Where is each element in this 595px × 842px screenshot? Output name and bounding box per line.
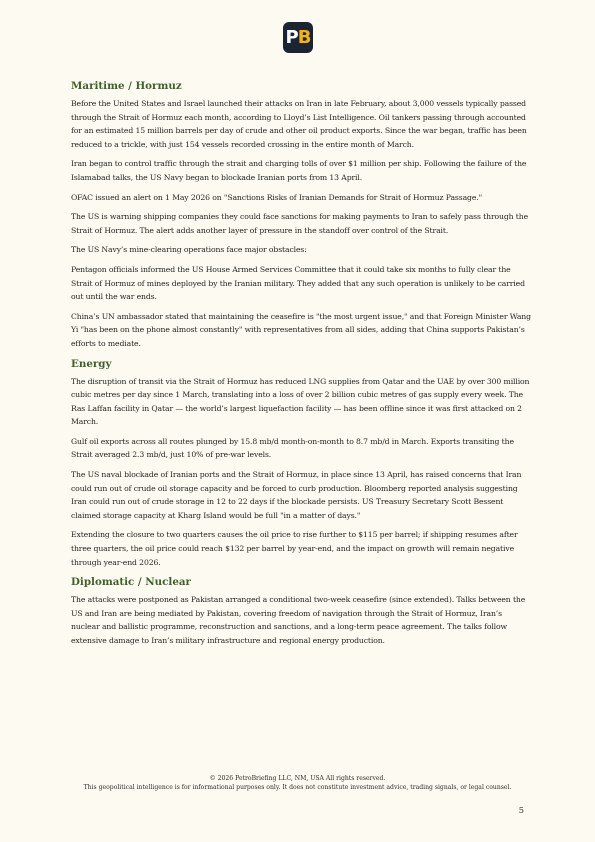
section-energy (71, 357, 531, 570)
paragraph: Before the United States and Israel launched their attacks on Iran in late February, about 3,000 vessels typically passed through the Strait of Hormuz each month, according to Lloyd’s List Intelligence. Oil tankers passing through accounted for an estimated 15 million barrels per day of crude and other oil product exports. Since the war began, traffic has been reduced to a trickle, with just 154 vessels recorded crossing in the entire month of March. (71, 99, 527, 149)
copyright-notice: © 2026 PetroBriefing LLC, NM, USA All rights reserved. (209, 775, 386, 782)
section-diplomatic-nuclear (71, 575, 531, 647)
section-maritime-hormuz (71, 79, 531, 351)
paragraph: The US Navy’s mine-clearing operations face major obstacles: (71, 245, 307, 255)
logo-letter-p: P (285, 26, 298, 48)
section-heading: Energy (71, 357, 112, 370)
logo-letter-b: B (297, 26, 311, 48)
paragraph: OFAC issued an alert on 1 May 2026 on "Sanctions Risks of Iranian Demands for Strait of Hormuz Passage." (71, 192, 483, 202)
disclaimer-text: This geopolitical intelligence is for informational purposes only. It does not constitute investment advice, trading signals, or legal counsel. (83, 783, 512, 791)
page-footer (60, 775, 535, 792)
page-number: 5 (518, 805, 524, 815)
paragraph: China’s UN ambassador stated that maintaining the ceasefire is "the most urgent issue," and that Foreign Minister Wang Yi "has been on the phone almost constantly" with representatives from all sides, adding that China supports Pakistan’s efforts to mediate. (71, 311, 531, 348)
paragraph: The attacks were postponed as Pakistan arranged a conditional two-week ceasefire (since extended). Talks between the US and Iran are being mediated by Pakistan, covering freedom of navigation through the Strait of Hormuz, Iran’s nuclear and ballistic programme, reconstruction and sanctions, and a long-term peace agreement. The talks follow extensive damage to Iran’s military infrastructure and regional energy production. (71, 595, 526, 645)
document-body (71, 76, 531, 654)
paragraph: The disruption of transit via the Strait of Hormuz has reduced LNG supplies from Qatar and the UAE by over 300 million cubic metres per day since 1 March, translating into a loss of over 2 billion cubic metres of gas supply every week. The Ras Laffan facility in Qatar — the world’s largest liquefaction facility — has been offline since it was first attacked on 2 March. (71, 376, 530, 427)
section-heading: Diplomatic / Nuclear (71, 576, 191, 589)
paragraph: Gulf oil exports across all routes plunged by 15.8 mb/d month-on-month to 8.7 mb/d in March. Exports transiting the Strait averaged 2.3 mb/d, just 10% of pre-war levels. (71, 436, 514, 460)
paragraph: The US naval blockade of Iranian ports and the Strait of Hormuz, in place since 13 April, has raised concerns that Iran could run out of crude oil storage capacity and be forced to curb production. Bloomberg reported analysis suggesting Iran could run out of crude storage in 12 to 22 days if the blockade persists. US Treasury Secretary Scott Bessent claimed storage capacity at Kharg Island would be full "in a matter of days." (71, 470, 522, 520)
paragraph: The US is warning shipping companies they could face sanctions for making payments to Iran to safely pass through the Strait of Hormuz. The alert adds another layer of pressure in the standoff over control of the Strait. (71, 212, 529, 235)
petrobriefing-logo (283, 22, 313, 53)
paragraph: Pentagon officials informed the US House Armed Services Committee that it could take six months to fully clear the Strait of Hormuz of mines deployed by the Iranian military. They added that any such operation is unlikely to be carried out until the war ends. (71, 264, 525, 302)
section-heading: Maritime / Hormuz (71, 80, 182, 92)
paragraph: Extending the closure to two quarters causes the oil price to rise further to $115 per barrel; if shipping resumes after three quarters, the oil price could reach $132 per barrel by year-end, and the impact on growth will remain negative through year-end 2026. (71, 530, 518, 567)
paragraph: Iran began to control traffic through the strait and charging tolls of over $1 million per ship. Following the failure of the Islamabad talks, the US Navy began to blockade Iranian ports from 13 April. (71, 159, 527, 182)
